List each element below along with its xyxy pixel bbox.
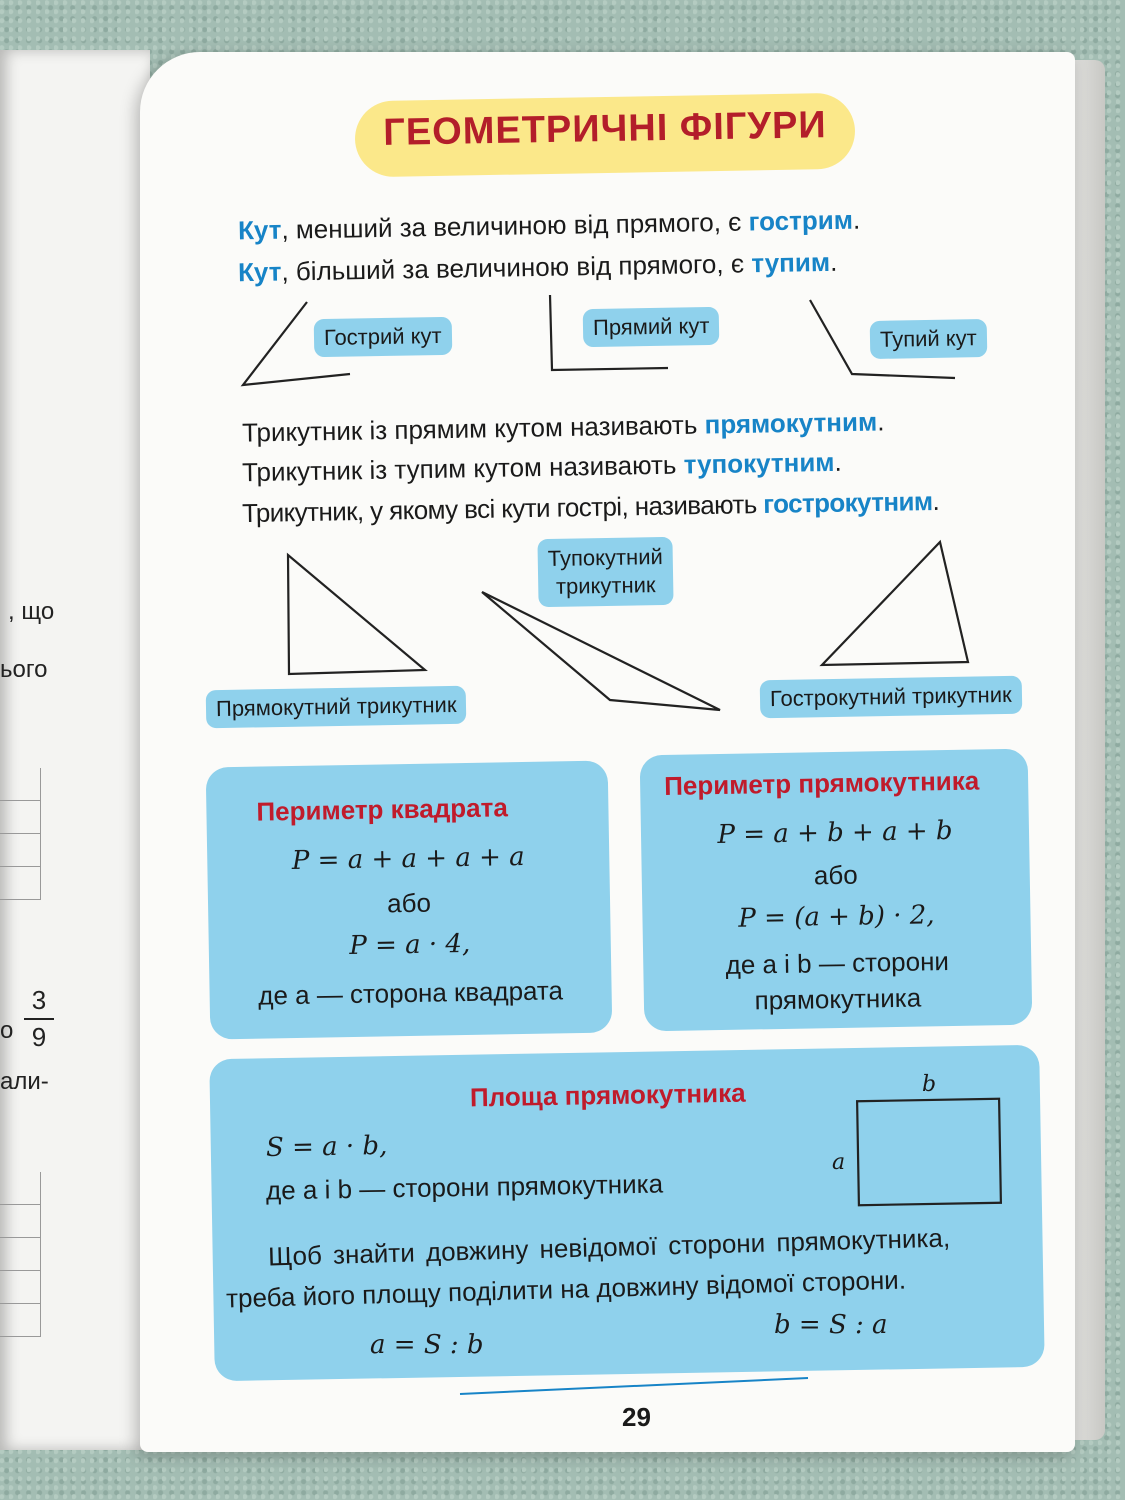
rectangle-area-rule-line2: треба його площу поділити на довжину відомої сторони. [225,1264,907,1314]
term-acute-triangle: гострокутним [762,486,933,519]
label-right-angle: Прямий кут [583,307,720,347]
definition-text: , менший за величиною від прямого, є [281,206,749,245]
rectangle-shape [857,1099,1001,1205]
term-angle: Кут [237,256,282,288]
left-page-text: ього [0,656,48,683]
square-perimeter-formula-sum: P = a + a + a + a [291,841,525,877]
term-right-triangle: прямокутним [704,406,878,440]
definition-text: Трикутник, у якому всі кути гострі, називають [241,488,764,529]
left-page-grid [0,768,41,900]
label-acute-triangle: Гострокутний трикутник [760,676,1022,719]
label-obtuse-angle: Тупий кут [870,319,987,359]
rectangle-perimeter-where: де a і b — сторони [725,946,950,980]
formula-side-a: a = S : b [370,1330,484,1360]
left-page-fraction [24,985,54,1053]
rectangle-side-b-label: b [922,1072,937,1097]
rectangle-perimeter-formula-product: P = (a + b) · 2, [738,900,935,934]
square-perimeter-or: або [386,887,432,919]
rectangle-perimeter-title: Периметр прямокутника [663,765,980,801]
punctuation: . [932,485,940,517]
page-number: 29 [622,1402,651,1432]
rectangle-side-a-label: a [832,1150,846,1175]
rectangle-area-rule-line1: Щоб знайти довжину невідомої сторони прямокутника, [267,1222,951,1272]
formula-side-b: b = S : a [774,1310,888,1340]
rectangle-area-title: Площа прямокутника [469,1077,746,1113]
square-perimeter-formula-product: P = a · 4, [349,928,471,962]
left-page-text: , що [8,598,55,625]
page-title: ГЕОМЕТРИЧНІ ФІГУРИ [382,104,828,154]
term-acute: гострим [748,204,854,237]
punctuation: . [852,204,861,235]
punctuation: . [834,446,843,477]
definition-text: Трикутник із тупим кутом називають [241,449,684,488]
rectangle-perimeter-formula-sum: P = a + b + a + b [717,815,953,851]
rectangle-area-formula: S = a · b, [265,1130,388,1164]
label-line: трикутник [555,572,656,599]
rectangle-perimeter-or: або [813,859,858,891]
left-page [0,50,150,1450]
fraction-numerator: 3 [31,985,47,1015]
rectangle-perimeter-where-cont: прямокутника [754,982,922,1016]
left-page-grid [0,1172,41,1337]
term-angle: Кут [237,214,282,246]
fraction-denominator: 9 [31,1022,47,1052]
main-page [140,52,1075,1452]
label-acute-angle: Гострий кут [314,317,452,357]
left-page-text: о [0,1017,14,1044]
square-perimeter-title: Периметр квадрата [256,792,509,827]
punctuation: . [829,246,838,277]
definition-text: , більший за величиною від прямого, є [281,248,752,287]
term-obtuse-triangle: тупокутним [683,446,835,480]
label-right-triangle: Прямокутний трикутник [206,686,467,729]
term-obtuse: тупим [751,246,831,279]
label-line: Тупокутний [547,544,663,572]
punctuation: . [876,406,885,437]
definition-text: Трикутник із прямим кутом називають [241,409,705,448]
rectangle-area-where: де a і b — сторони прямокутника [265,1168,664,1206]
square-perimeter-where: де a — сторона квадрата [257,975,564,1011]
left-page-text: али- [0,1068,49,1095]
